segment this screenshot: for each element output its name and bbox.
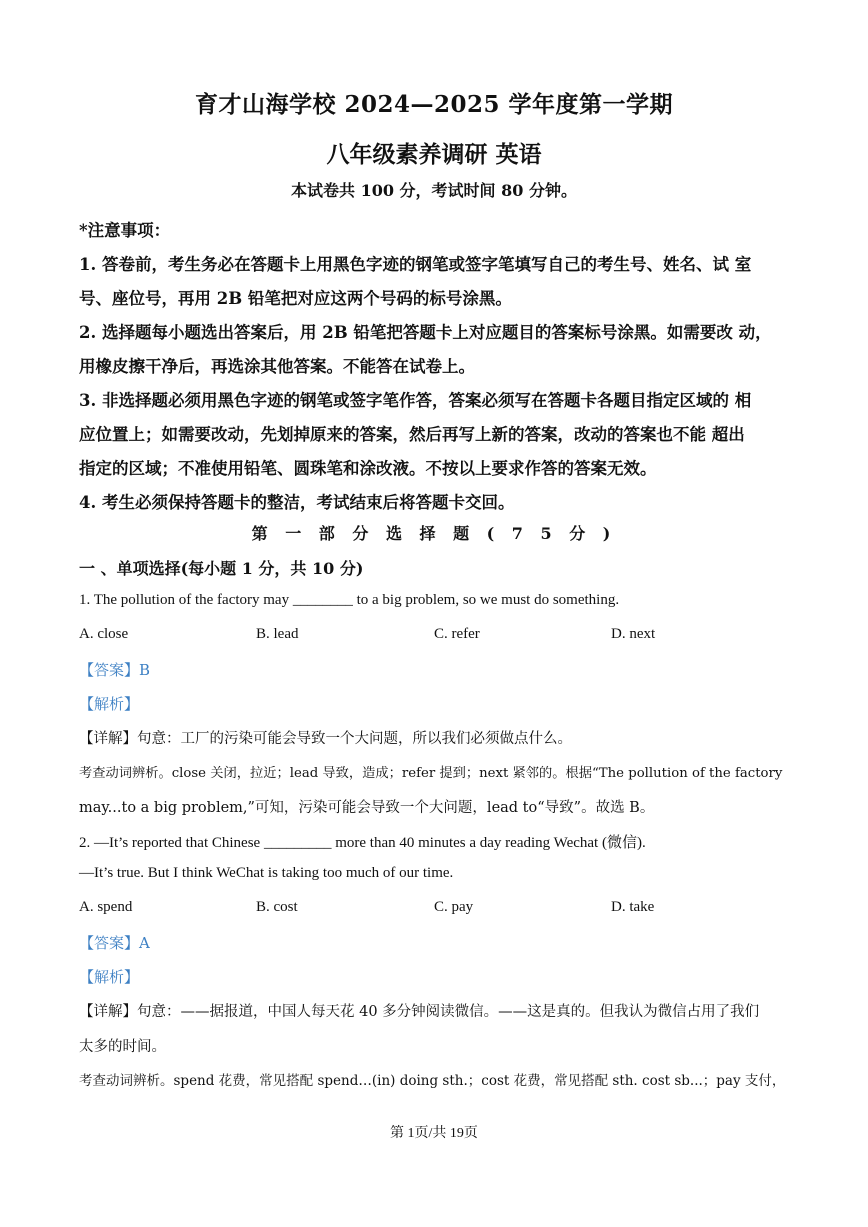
part-title: 一 、单项选择(每小题 1 分，共 10 分) [79, 559, 364, 578]
notice-heading: *注意事项： [79, 221, 171, 240]
detail-line: 考查动词辨析。spend 花费，常见搭配 spend…(in) doing sth.；cost 花费，常见搭配 sth. cost sb...；pay 支付， [79, 1073, 786, 1089]
option-c: C. refer [434, 626, 480, 642]
option-c: C. pay [434, 899, 474, 915]
option-a: A. spend [79, 899, 133, 915]
option-b: B. lead [256, 626, 299, 642]
notice-line: 指定的区域；不准使用铅笔、圆珠笔和涂改液。不按以上要求作答的答案无效。 [79, 459, 657, 478]
notice-line: 号、座位号，再用 2B 铅笔把对应这两个号码的标号涂黑。 [79, 289, 512, 308]
detail-line: 考查动词辨析。close 关闭，拉近；lead 导致，造成；refer 提到；next 紧邻的。根据“The pollution of the factory [79, 766, 783, 781]
notice-line: 3. 非选择题必须用黑色字迹的钢笔或签字笔作答，答案必须写在答题卡各题目指定区域的 相 [79, 391, 752, 410]
answer-label: 【答案】B [79, 661, 151, 679]
option-d: D. take [611, 899, 655, 915]
detail-line: 太多的时间。 [79, 1039, 166, 1055]
notice-line: 用橡皮擦干净后，再选涂其他答案。不能答在试卷上。 [79, 357, 475, 376]
notice-line: 4. 考生必须保持答题卡的整洁，考试结束后将答题卡交回。 [79, 493, 515, 512]
question-stem: 1. The pollution of the factory may ________ to a big problem, so we must do something. [79, 592, 620, 608]
detail-line: 【详解】句意：工厂的污染可能会导致一个大问题，所以我们必须做点什么。 [79, 731, 572, 747]
notice-line: 2. 选择题每小题选出答案后，用 2B 铅笔把答题卡上对应题目的答案标号涂黑。如需要改 动， [79, 323, 772, 342]
exam-title: 育才山海学校 2024—2025 学年度第一学期 [194, 91, 674, 118]
detail-line: may...to a big problem,”可知，污染可能会导致一个大问题，lead to“导致”。故选 B。 [79, 800, 655, 816]
answer-label: 【答案】A [79, 934, 150, 952]
detail-line: 【详解】句意：——据报道，中国人每天花 40 多分钟阅读微信。——这是真的。但我认为微信占用了我们 [79, 1004, 760, 1020]
notice-line: 应位置上；如需要改动，先划掉原来的答案，然后再写上新的答案，改动的答案也不能 超出 [79, 425, 745, 444]
question-stem: 2. —It’s reported that Chinese _________ more than 40 minutes a day reading Wechat (微信). [79, 835, 646, 851]
analysis-label: 【解析】 [79, 695, 140, 713]
question-stem-2: —It’s true. But I think WeChat is taking too much of our time. [79, 865, 454, 881]
option-a: A. close [79, 626, 129, 642]
option-b: B. cost [256, 899, 298, 915]
notice-line: 1. 答卷前，考生务必在答题卡上用黑色字迹的钢笔或签字笔填写自己的考生号、姓名、试 室 [79, 255, 752, 274]
exam-subtitle: 八年级素养调研 英语 [326, 141, 542, 168]
analysis-label: 【解析】 [79, 968, 140, 986]
page-footer: 第 1页/共 19页 [390, 1126, 478, 1141]
exam-info: 本试卷共 100 分，考试时间 80 分钟。 [291, 181, 577, 200]
section-title: 第 一 部 分 选 择 题 ( 7 5 分 ) [251, 524, 617, 543]
option-d: D. next [611, 626, 656, 642]
